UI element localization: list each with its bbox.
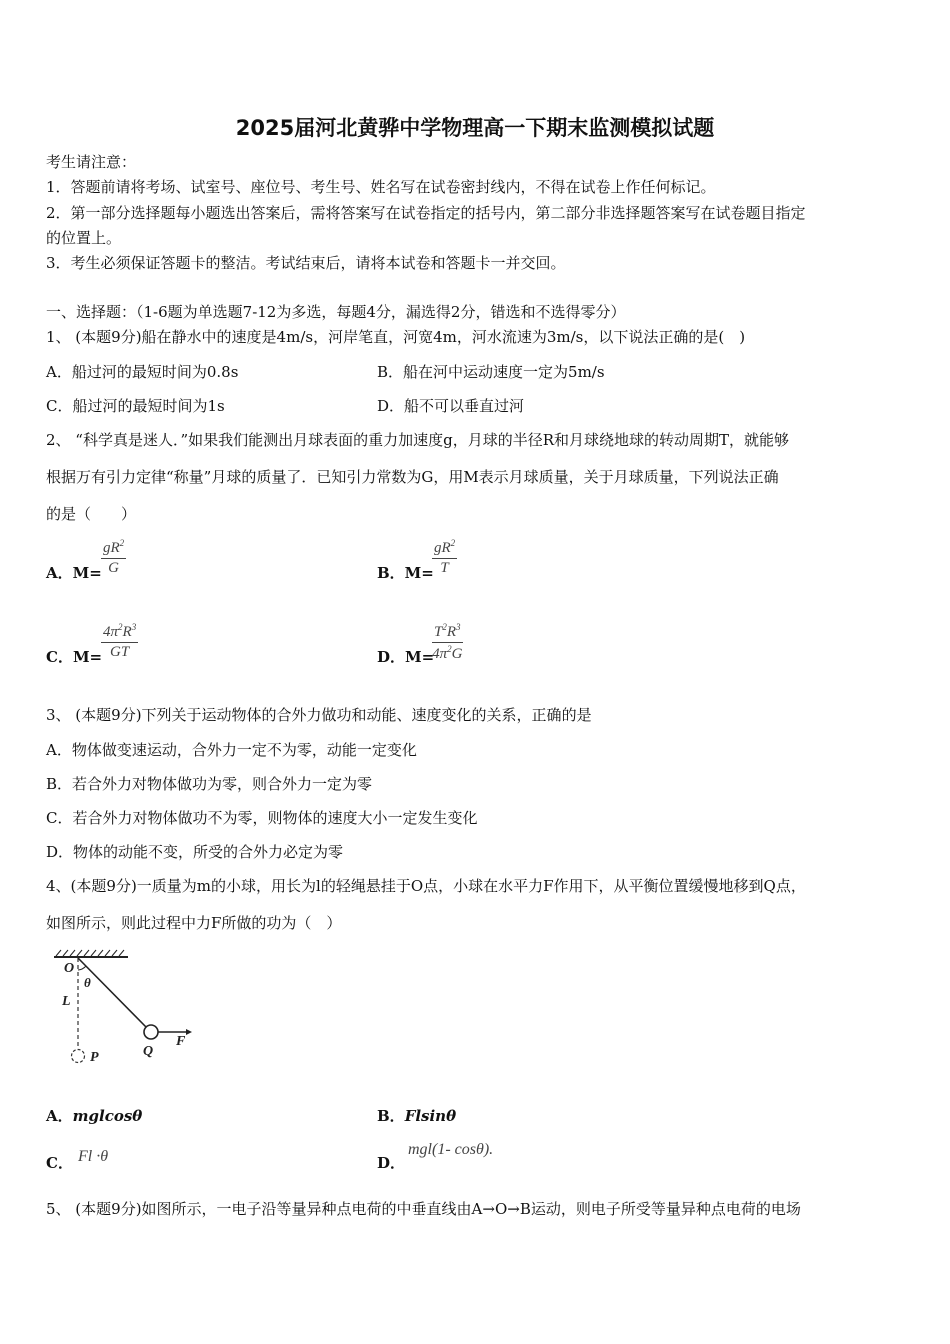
theta-arc [78, 966, 86, 970]
q1-option-b: B．船在河中运动速度一定为5m/s [377, 363, 605, 381]
q4-option-d-expr: mgl(1- cosθ). [408, 1141, 494, 1158]
q4-option-a [46, 1106, 142, 1126]
notice-item-2: 2．第一部分选择题每小题选出答案后，需将答案写在试卷指定的括号内，第二部分非选择题答案写在试卷题目指定 [46, 204, 806, 222]
q2-option-b-formula [432, 538, 457, 577]
q4-a-expr: mglcosθ [72, 1107, 143, 1125]
q4-stem-line2: 如图所示，则此过程中力F所做的功为（ ） [46, 914, 342, 932]
q2-c-num-b: R [122, 624, 132, 640]
q2-d-num-a: T [434, 624, 443, 640]
q2-d-den-a: 4π [432, 646, 448, 662]
q2-d-den-b: G [451, 646, 463, 662]
q4-b-expr: Flsinθ [404, 1107, 457, 1125]
label-theta: θ [84, 975, 91, 990]
q2-b-num-sup: 2 [450, 538, 456, 548]
notice-item-3: 3．考生必须保证答题卡的整洁。考试结束后，请将本试卷和答题卡一并交回。 [46, 254, 566, 272]
ball-p [72, 1050, 85, 1063]
q1-option-a: A．船过河的最短时间为0.8s [46, 363, 239, 381]
q2-option-c-label: C．M= [46, 648, 103, 666]
q3-stem: 3、 (本题9分)下列关于运动物体的合外力做功和动能、速度变化的关系，正确的是 [46, 706, 592, 724]
q4-a-label: A． [46, 1107, 73, 1125]
q2-stem-line3: 的是（ ） [46, 505, 137, 523]
q4-option-d-label: D． [377, 1154, 406, 1172]
notice-heading: 考生请注意： [46, 153, 137, 171]
q2-d-num-b: R [446, 624, 457, 640]
q2-option-b-label: B．M= [377, 564, 434, 582]
q2-a-num: gR [103, 540, 120, 556]
label-f: F [176, 1034, 186, 1049]
q4-option-c-label: C． [46, 1154, 73, 1172]
section-heading: 一、选择题：（1-6题为单选题7-12为多选，每题4分，漏选得2分，错选和不选得零分） [46, 303, 626, 321]
force-arrow-head [186, 1029, 192, 1035]
q4-option-c-expr: Fl ·θ [78, 1148, 109, 1165]
q4-stem-line1: 4、(本题9分)一质量为m的小球，用长为l的轻绳悬挂于O点，小球在水平力F作用下，从平衡位置缓慢地移到Q点， [46, 877, 806, 895]
notice-item-2-cont: 的位置上。 [46, 229, 122, 247]
q2-stem-line2: 根据万有引力定律“称量”月球的质量了．已知引力常数为G，用M表示月球质量，关于月球质量，下列说法正确 [46, 468, 779, 486]
page-title: 2025届河北黄骅中学物理高一下期末监测模拟试题 [235, 116, 715, 140]
q2-option-a-label: A．M= [46, 564, 102, 582]
ceiling-hatching [56, 950, 124, 956]
q2-option-d-formula [432, 622, 463, 663]
q2-c-num-a-sup: 2 [118, 622, 123, 632]
q3-option-b: B．若合外力对物体做功为零，则合外力一定为零 [46, 775, 373, 793]
label-o: O [64, 961, 75, 976]
q2-d-num-a-sup: 2 [442, 622, 447, 632]
label-p: P [90, 1050, 99, 1065]
q3-option-a: A．物体做变速运动，合外力一定不为零，动能一定变化 [46, 741, 417, 759]
ball-q [144, 1025, 158, 1039]
q4-option-b [377, 1106, 456, 1126]
label-l: L [62, 994, 71, 1009]
q2-option-c-formula [101, 622, 138, 661]
q2-d-num-b-sup: 3 [456, 622, 461, 632]
label-q: Q [143, 1044, 154, 1059]
q2-option-a-formula [101, 538, 126, 577]
q4-b-label: B． [377, 1107, 405, 1125]
notice-item-1: 1．答题前请将考场、试室号、座位号、考生号、姓名写在试卷密封线内，不得在试卷上作任何标记。 [46, 178, 716, 196]
q3-option-c: C．若合外力对物体做功不为零，则物体的速度大小一定发生变化 [46, 809, 478, 827]
q1-option-c: C．船过河的最短时间为1s [46, 397, 225, 415]
q1-stem: 1、 (本题9分)船在静水中的速度是4m/s，河岸笔直，河宽4m，河水流速为3m/s，以下说法正确的是( ) [46, 328, 746, 346]
q2-option-d-label: D．M= [377, 648, 435, 666]
q2-d-den-a-sup: 2 [447, 644, 452, 654]
q2-c-den: GT [110, 644, 130, 660]
q2-b-den: T [440, 560, 449, 576]
q5-stem: 5、 (本题9分)如图所示，一电子沿等量异种点电荷的中垂直线由A→O→B运动，则电子所受等量异种点电荷的电场 [46, 1200, 801, 1218]
q2-stem-line1: 2、 “科学真是迷人．”如果我们能测出月球表面的重力加速度g，月球的半径R和月球绕地球的转动周期T，就能够 [46, 431, 790, 449]
q2-b-num: gR [434, 540, 451, 556]
q2-a-num-sup: 2 [119, 538, 125, 548]
pendulum-figure [46, 945, 206, 1075]
q2-c-num-a: 4π [103, 624, 119, 640]
q1-option-d: D．船不可以垂直过河 [377, 397, 525, 415]
q3-option-d: D．物体的动能不变，所受的合外力必定为零 [46, 843, 344, 861]
string-line [78, 958, 146, 1027]
q2-c-num-b-sup: 3 [131, 622, 137, 632]
q2-a-den: G [108, 560, 119, 576]
